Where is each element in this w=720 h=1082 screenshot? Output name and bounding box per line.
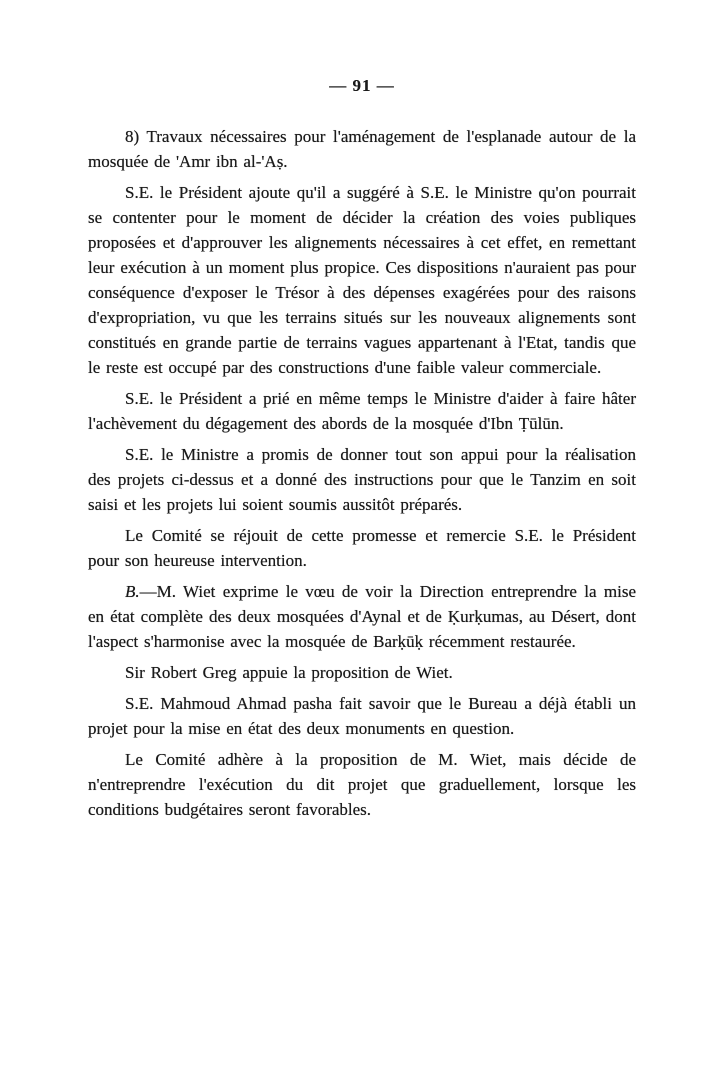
- text-block: [88, 76, 636, 828]
- paragraph-president-suggestion: S.E. le Président ajoute qu'il a suggéré à S.E. le Ministre qu'on pourrait se contenter pour le moment de décider la création des voies publiques proposées et d'approuver les alignements nécessaires à cet effet, en remettant leur exécution à un moment plus propice. Ces dispositions n'auraient pas pour conséquence d'exposer le Trésor à des dépenses exagérées pour des raisons d'expropriation, vu que les terrains situés sur les nouveaux alignements sont constitués en grande partie de terrains vagues appartenant à l'Etat, tandis que le reste est occupé par des constructions d'une faible valeur commerciale.: [88, 183, 636, 377]
- paragraph-comite-remerciement: Le Comité se réjouit de cette promesse et remercie S.E. le Président pour son heureuse intervention.: [88, 526, 636, 570]
- paragraph-mahmoud-ahmad: S.E. Mahmoud Ahmad pasha fait savoir que le Bureau a déjà établi un projet pour la mise en état des deux monuments en question.: [88, 694, 636, 738]
- paragraph-robert-greg: Sir Robert Greg appuie la proposition de Wiet.: [125, 663, 453, 682]
- page-number: — 91 —: [329, 76, 395, 95]
- paragraph-works-esplanade: 8) Travaux nécessaires pour l'aménagement de l'esplanade autour de la mosquée de 'Amr ibn al-'Aṣ.: [88, 127, 636, 171]
- paragraph-ibn-tulun: S.E. le Président a prié en même temps le Ministre d'aider à faire hâter l'achèvement du dégagement des abords de la mosquée d'Ibn Ṭūlūn.: [88, 389, 636, 433]
- paragraph-ministre-appui: S.E. le Ministre a promis de donner tout son appui pour la réalisation des projets ci-dessus et a donné des instructions pour que le Tanzim en soit saisi et les projets lui soient soumis aussitôt préparés.: [88, 445, 636, 514]
- item-letter-b: B.: [125, 582, 140, 601]
- paragraph-wiet-voeu-text: —M. Wiet exprime le vœu de voir la Direction entreprendre la mise en état complète des deux mosquées d'Aynal et de Ḳurḳumas, au Désert, dont l'aspect s'harmonise avec la mosquée de Barḳūḳ récemment restaurée.: [88, 582, 636, 651]
- paragraph-comite-adhere: Le Comité adhère à la proposition de M. Wiet, mais décide de n'entreprendre l'exécution du dit projet que graduellement, lorsque les conditions budgétaires seront favorables.: [88, 750, 636, 819]
- paragraph-wiet-voeu: [88, 579, 636, 654]
